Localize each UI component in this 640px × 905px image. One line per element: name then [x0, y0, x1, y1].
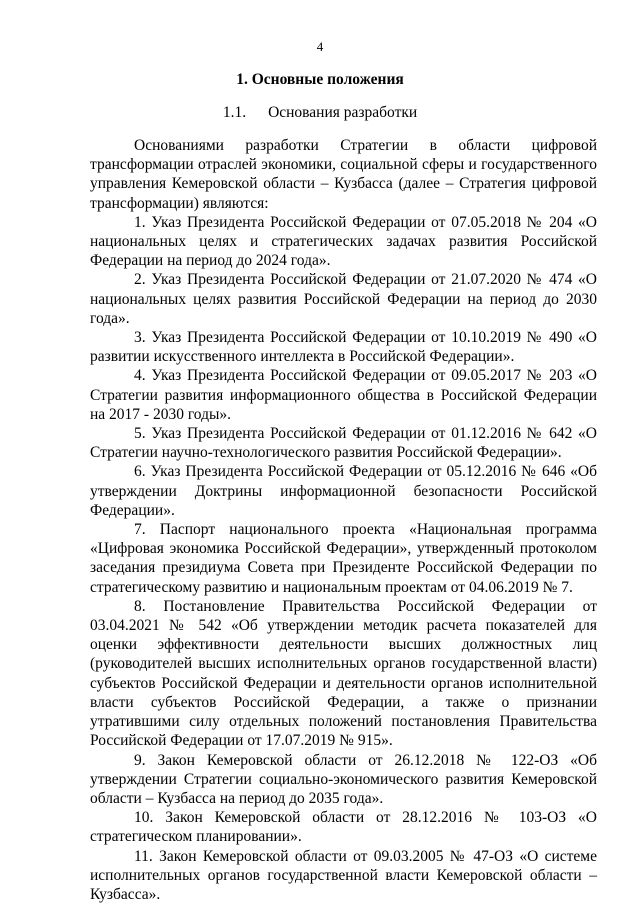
- subsection-title: Основания разработки: [268, 104, 418, 121]
- list-item: 2. Указ Президента Российской Федерации от 21.07.2020 № 474 «О национальных целях развития Российской Федерации на период до 2030 года».: [90, 271, 597, 327]
- subsection-number: 1.1.: [222, 104, 247, 121]
- list-item: 9. Закон Кемеровской области от 26.12.2018 № 122-ОЗ «Об утверждении Стратегии социально-экономического развития Кемеровской области – Кузбасса на период до 2035 года».: [90, 751, 597, 807]
- list-item: 1. Указ Президента Российской Федерации от 07.05.2018 № 204 «О национальных целях и стратегических задачах развития Российской Федерации на период до 2024 года».: [90, 213, 597, 270]
- page-number: 4: [316, 39, 324, 54]
- section-heading: 1. Основные положения: [236, 71, 404, 88]
- list-item: 6. Указ Президента Российской Федерации от 05.12.2016 № 646 «Об утверждении Доктрины информационной безопасности Российской Федерации».: [90, 463, 597, 519]
- list-item: 5. Указ Президента Российской Федерации от 01.12.2016 № 642 «О Стратегии научно-технологического развития Российской Федерации».: [90, 425, 597, 462]
- document-body: [90, 136, 597, 904]
- list-item: 4. Указ Президента Российской Федерации от 09.05.2017 № 203 «О Стратегии развития информационного общества в Российской Федерации на 2017 - 2030 годы».: [90, 367, 597, 423]
- list-item: 7. Паспорт национального проекта «Национальная программа «Цифровая экономика Российской Федерации», утвержденный протоколом заседания президиума Совета при Президенте Российской Федерации по стратегическому развитию и национальным проектам от 04.06.2019 № 7.: [90, 521, 597, 596]
- list-item: 3. Указ Президента Российской Федерации от 10.10.2019 № 490 «О развитии искусственного интеллекта в Российской Федерации».: [90, 329, 597, 366]
- list-item: 8. Постановление Правительства Российской Федерации от 03.04.2021 № 542 «Об утверждении методик расчета показателей для оценки эффективности деятельности высших должностных лиц (руководителей высших исполнительных органов государственной власти) субъектов Российской Федерации и деятельности органов исполнительной власти субъектов Российской Федерации, а также о признании утратившими силу отдельных положений постановления Правительства Российской Федерации от 17.07.2019 № 915».: [90, 597, 597, 750]
- subsection-heading: [0, 103, 640, 122]
- list-item: 10. Закон Кемеровской области от 28.12.2016 № 103-ОЗ «О стратегическом планировании».: [90, 809, 597, 846]
- list-item: 11. Закон Кемеровской области от 09.03.2005 № 47-ОЗ «О системе исполнительных органов государственной власти Кемеровской области – Кузбасса».: [90, 847, 597, 903]
- intro-paragraph: Основаниями разработки Стратегии в области цифровой трансформации отраслей экономики, социальной сферы и государственного управления Кемеровской области – Кузбасса (далее – Стратегия цифровой трансформации) являются:: [90, 137, 597, 212]
